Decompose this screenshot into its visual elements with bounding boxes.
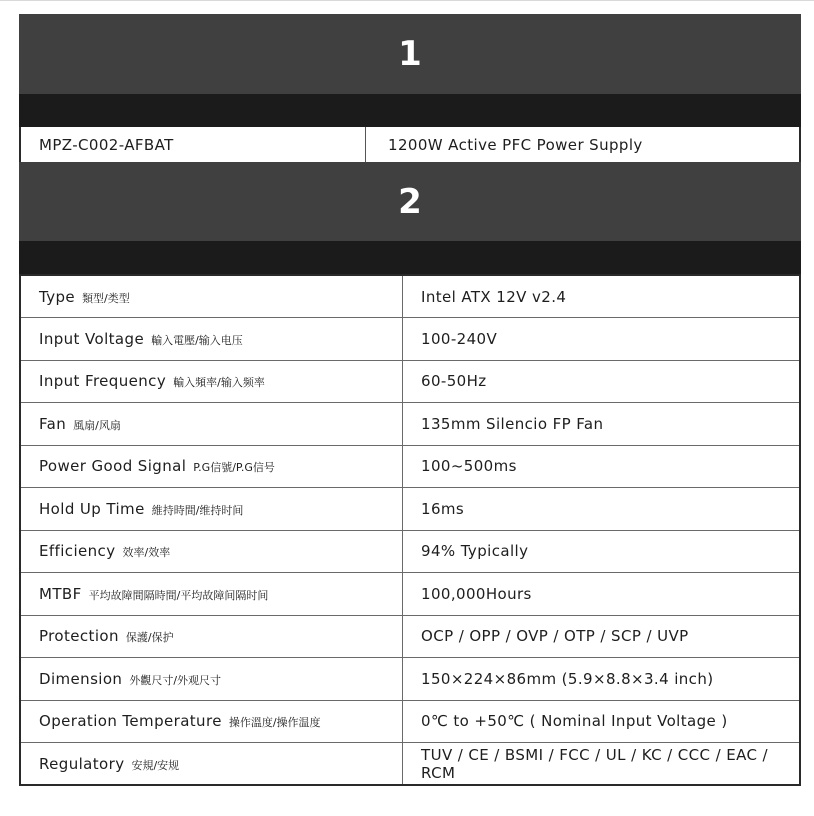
spec-label-en: Power Good Signal bbox=[39, 457, 187, 476]
spec-sheet bbox=[19, 14, 801, 786]
table-row bbox=[20, 700, 800, 743]
spec-label bbox=[20, 318, 403, 361]
spec-label bbox=[20, 360, 403, 403]
spec-value: 150×224×86mm (5.9×8.8×3.4 inch) bbox=[403, 658, 801, 701]
spec-value: 100-240V bbox=[403, 318, 801, 361]
table-row bbox=[20, 573, 800, 616]
spec-label-cjk: 安規/安规 bbox=[131, 758, 180, 772]
spec-label-cjk: 輸入頻率/输入频率 bbox=[173, 376, 265, 390]
spec-label-en: Type bbox=[39, 287, 76, 306]
table-row bbox=[20, 658, 800, 701]
top-divider bbox=[0, 0, 814, 1]
section-1-number: 1 bbox=[398, 34, 422, 74]
spec-label bbox=[20, 615, 403, 658]
section-1-bar bbox=[19, 94, 801, 127]
spec-value: 100,000Hours bbox=[403, 573, 801, 616]
spec-label bbox=[20, 743, 403, 786]
spec-table bbox=[19, 274, 801, 786]
spec-label-cjk: P.G信號/P.G信号 bbox=[193, 461, 275, 475]
spec-label-cjk: 操作溫度/操作温度 bbox=[228, 716, 321, 730]
spec-label-en: Operation Temperature bbox=[39, 712, 222, 731]
spec-label-cjk: 平均故障間隔時間/平均故障间隔时间 bbox=[88, 588, 269, 602]
spec-label-en: Input Voltage bbox=[39, 329, 145, 348]
spec-label-en: Dimension bbox=[39, 669, 123, 688]
section-2-bar bbox=[19, 241, 801, 274]
spec-value: OCP / OPP / OVP / OTP / SCP / UVP bbox=[403, 615, 801, 658]
spec-label-en: Fan bbox=[39, 414, 67, 433]
section-2-header bbox=[19, 162, 801, 241]
table-row bbox=[20, 530, 800, 573]
model-row bbox=[19, 127, 801, 162]
spec-value: 135mm Silencio FP Fan bbox=[403, 403, 801, 446]
table-row bbox=[20, 743, 800, 786]
spec-value: Intel ATX 12V v2.4 bbox=[403, 275, 801, 318]
section-2-number: 2 bbox=[398, 181, 422, 222]
table-row bbox=[20, 488, 800, 531]
spec-value: 94% Typically bbox=[403, 530, 801, 573]
spec-label-en: Protection bbox=[39, 627, 119, 646]
table-row bbox=[20, 275, 800, 318]
spec-label bbox=[20, 573, 403, 616]
spec-label-cjk: 類型/类型 bbox=[82, 291, 130, 305]
spec-label-en: Hold Up Time bbox=[39, 499, 145, 518]
spec-label-en: Regulatory bbox=[39, 754, 125, 773]
model-description: 1200W Active PFC Power Supply bbox=[388, 135, 643, 154]
spec-label-en: Efficiency bbox=[39, 542, 116, 561]
spec-label bbox=[20, 275, 403, 318]
spec-label-cjk: 效率/效率 bbox=[122, 546, 171, 560]
spec-label-cjk: 輸入電壓/输入电压 bbox=[151, 333, 243, 347]
spec-label bbox=[20, 403, 403, 446]
spec-label bbox=[20, 488, 403, 531]
table-row bbox=[20, 360, 800, 403]
spec-value: 0℃ to +50℃ ( Nominal Input Voltage ) bbox=[403, 700, 801, 743]
spec-label bbox=[20, 530, 403, 573]
spec-label-cjk: 風扇/风扇 bbox=[73, 418, 121, 432]
spec-label-en: Input Frequency bbox=[39, 372, 167, 391]
spec-value: TUV / CE / BSMI / FCC / UL / KC / CCC / EAC / RCM bbox=[403, 743, 801, 786]
spec-label bbox=[20, 658, 403, 701]
table-row bbox=[20, 445, 800, 488]
spec-value: 100~500ms bbox=[403, 445, 801, 488]
table-row bbox=[20, 615, 800, 658]
spec-value: 60-50Hz bbox=[403, 360, 801, 403]
spec-label bbox=[20, 700, 403, 743]
section-1-header bbox=[19, 14, 801, 94]
spec-label-cjk: 維持時間/维持时间 bbox=[151, 503, 244, 517]
spec-label-en: MTBF bbox=[39, 584, 82, 603]
table-row bbox=[20, 403, 800, 446]
spec-label-cjk: 保護/保护 bbox=[125, 631, 174, 645]
model-code: MPZ-C002-AFBAT bbox=[21, 127, 366, 162]
table-row bbox=[20, 318, 800, 361]
spec-label bbox=[20, 445, 403, 488]
spec-value: 16ms bbox=[403, 488, 801, 531]
spec-label-cjk: 外觀尺寸/外观尺寸 bbox=[129, 673, 222, 687]
